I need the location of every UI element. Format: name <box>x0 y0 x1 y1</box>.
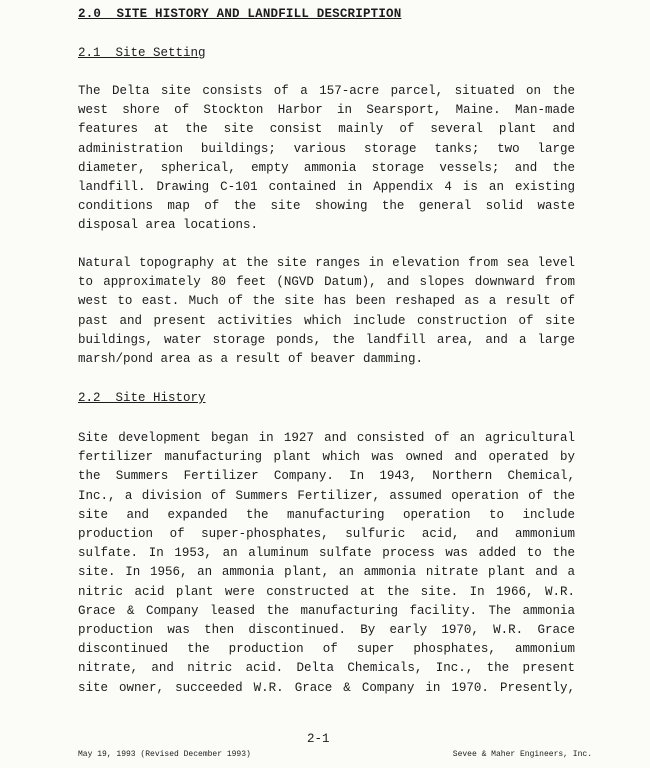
text-line: Grace & Company leased the manufacturing facility. The ammonia <box>78 603 575 618</box>
text-line: buildings, water storage ponds, the landfill area, and a large <box>78 332 575 347</box>
section-heading: 2.0 SITE HISTORY AND LANDFILL DESCRIPTION <box>78 7 402 21</box>
text-line: diameter, spherical, empty ammonia storage vessels; and the <box>78 160 575 175</box>
page-number: 2-1 <box>307 732 330 746</box>
text-line: site and expanded the manufacturing operation to include <box>78 507 575 522</box>
text-line: marsh/pond area as a result of beaver damming. <box>78 352 424 367</box>
paragraph-site-setting-1 <box>78 82 575 236</box>
text-line: west shore of Stockton Harbor in Searsport, Maine. Man-made <box>78 103 575 118</box>
text-line: nitrate, and nitric acid. Delta Chemicals, Inc., the present <box>78 661 575 676</box>
footer-date: May 19, 1993 (Revised December 1993) <box>78 750 251 759</box>
text-line: The Delta site consists of a 157-acre parcel, situated on the <box>78 84 575 98</box>
text-line: administration buildings; various storage tanks; two large <box>78 141 575 156</box>
text-line: landfill. Drawing C-101 contained in Appendix 4 is an existing <box>78 180 575 195</box>
paragraph-site-setting-2 <box>78 254 575 369</box>
text-line: the Summers Fertilizer Company. In 1943, Northern Chemical, <box>78 469 575 484</box>
text-line: discontinued the production of super phosphates, ammonium <box>78 642 575 657</box>
text-line: nitric acid plant were constructed at the site. In 1966, W.R. <box>78 584 575 599</box>
text-line: disposal area locations. <box>78 218 259 233</box>
text-line: sulfate. In 1953, an aluminum sulfate process was added to the <box>78 546 575 561</box>
text-line: site owner, succeeded W.R. Grace & Company in 1970. Presently, <box>78 680 575 695</box>
paragraph-site-history-1 <box>78 429 575 698</box>
text-line: conditions map of the site showing the general solid waste <box>78 199 575 214</box>
text-line: production of super-phosphates, sulfuric acid, and ammonium <box>78 527 575 542</box>
subsection-title-site-setting: 2.1 Site Setting <box>78 46 206 60</box>
text-line: past and present activities which include construction of site <box>78 313 575 328</box>
footer-company: Sevee & Maher Engineers, Inc. <box>452 750 592 759</box>
text-line: site. In 1956, an ammonia plant, an ammonia nitrate plant and a <box>78 565 575 580</box>
text-line: to approximately 80 feet (NGVD Datum), and slopes downward from <box>78 275 575 290</box>
subsection-title-site-history: 2.2 Site History <box>78 391 206 405</box>
text-line: features at the site consist mainly of several plant and <box>78 122 575 137</box>
text-line: Natural topography at the site ranges in elevation from sea level <box>78 256 575 270</box>
text-line: west to east. Much of the site has been reshaped as a result of <box>78 294 575 309</box>
text-line: fertilizer manufacturing plant which was owned and operated by <box>78 450 575 465</box>
text-line: Site development began in 1927 and consisted of an agricultural <box>78 431 575 445</box>
text-line: Inc., a division of Summers Fertilizer, assumed operation of the <box>78 488 575 503</box>
text-line: production was then discontinued. By early 1970, W.R. Grace <box>78 623 575 638</box>
